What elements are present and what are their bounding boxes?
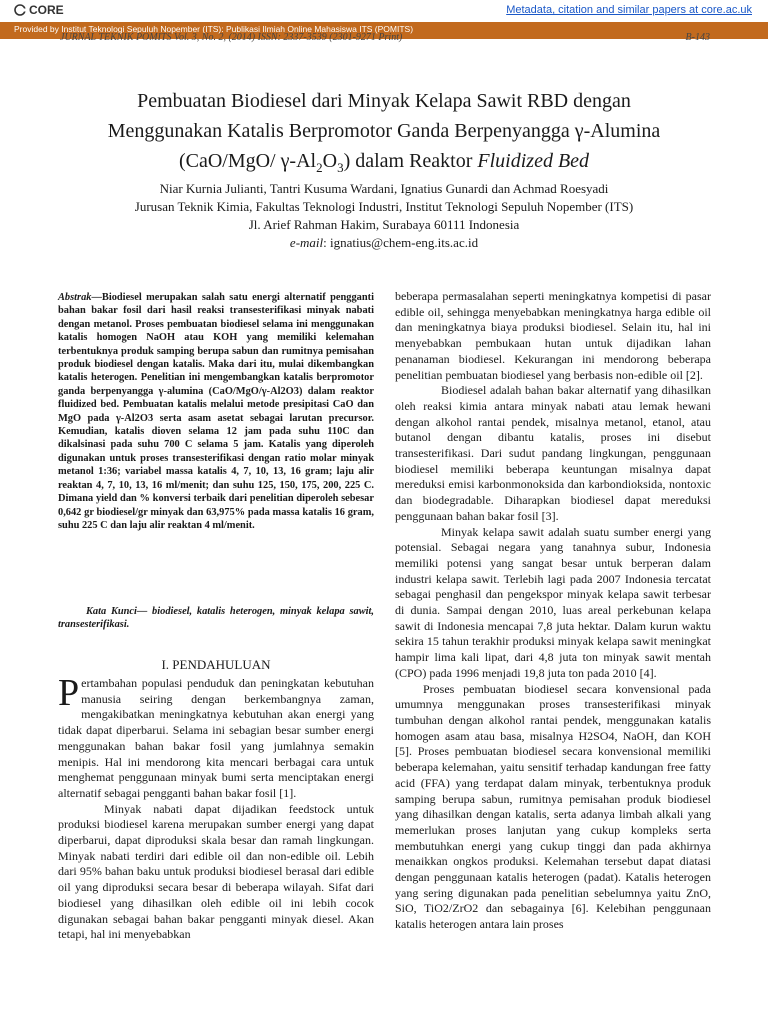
core-metadata-link[interactable]: Metadata, citation and similar papers at core.ac.uk: [506, 4, 752, 16]
title-line-1: Pembuatan Biodiesel dari Minyak Kelapa Sawit RBD dengan: [137, 90, 631, 112]
email: e-mail: ignatius@chem-eng.its.ac.id: [289, 235, 479, 250]
core-top-bar: [0, 0, 768, 23]
core-logo-icon: [14, 4, 26, 16]
right-paragraph-3: Minyak kelapa sawit adalah suatu sumber energi yang potensial. Sebagai negara yang tanahnya subur, Indonesia memiliki potensi yang sangat besar untuk berperan dalam industri kelapa sawit. Terlebih lagi pada 2007 Indonesia tercatat sebagai penghasil dan pengekspor minyak kelapa sawit terbesar di dunia. Sampai dengan 2010, luas areal perkebunan kelapa sawit di Indonesia mencapai 7,8 juta hektar. Dalam kurun waktu sekira 15 tahun terakhir produksi minyak kelapa sawit meningkat hampir lima kali lipat, dari 4,8 juta ton minyak sawit mentah (CPO) pada 1996 menjadi 19,8 juta ton pada 2010 [4].: [395, 524, 711, 680]
right-paragraph-2: Biodiesel adalah bahan bakar alternatif yang dihasilkan oleh reaksi kimia antara minyak nabati atau lemak hewani dengan alkohol rantai pendek, misalnya metanol, etanol, atau butanol dengan dibantu katalis, proses ini disebut transesterifikasi. Dari sudut pandang lingkungan, penggunaan biodiesel memiliki beberapa keuntungan misalnya dapat mereduksi emisi karbonmonoksida dan karbondioksida, nontoxic dan biodegradable. Diharapkan biodiesel dapat mereduksi penggunaan bahan bakar fosil [3].: [395, 383, 711, 523]
address: Jl. Arief Rahman Hakim, Surabaya 60111 Indonesia: [248, 217, 520, 232]
core-logo[interactable]: [14, 3, 64, 17]
title-line-3: (CaO/MgO/ $\gamma-Al_2O_3$) dalam Reaktor Fluidized Bed: [178, 150, 590, 175]
intro-paragraph-2: Minyak nabati dapat dijadikan feedstock untuk produksi biodiesel karena merupakan sumber energi yang dapat diperbarui, dapat diproduksi skala besar dan ramah lingkungan. Minyak nabati terdiri dari edible oil dan non-edible oil. Lebih dari 95% bahan baku untuk produksi biodiesel berasal dari edible oil yang diproduksi secara besar di beberapa wilayah. Sifat dari biodiesel yang dihasilkan oleh edible oil ini lebih cocok digunakan sebagai bahan bakar pengganti minyak diesel. Akan tetapi, hal ini menyebabkan: [58, 801, 374, 942]
core-logo-text: CORE: [29, 3, 64, 17]
right-paragraph-1: beberapa permasalahan seperti meningkatnya kompetisi di pasar edible oil, sehingga menyebabkan meningkatnya harga edible oil dan meningkatnya biaya produksi biodiesel. Selain itu, hal ini menyebabkan pembukaan hutan untuk dijadikan lahan penanaman biodiesel. Kekurangan ini mendorong beberapa penelitian pembuatan biodiesel yang berbasis non-edible oil [2].: [395, 289, 711, 382]
intro-paragraph-1: Pertambahan populasi penduduk dan peningkatan kebutuhan manusia seiring dengan berkembangnya zaman, mengakibatkan meningkatnya kebutuhan akan energi yang tidak dapat diperbarui. Selama ini sebagian besar sumber energi menggunakan bahan bakar fosil yang jumlahnya semakin menipis. Hal ini mendorong kita mencari berbagai cara untuk menghemat penggunaan minyak bumi serta menciptakan energi alternatif sebagai pengganti bahan bakar fosil [1].: [58, 672, 374, 800]
journal-header-left: JURNAL TEKNIK POMITS Vol. 3, No. 2, (2014) ISSN: 2337-3539 (2301-9271 Print): [60, 32, 403, 43]
keywords: Kata Kunci— biodiesel, katalis heterogen, minyak kelapa sawit, transesterifikasi.: [58, 606, 374, 631]
affiliation: Jurusan Teknik Kimia, Fakultas Teknologi Industri, Institut Teknologi Sepuluh Nopember (ITS): [134, 199, 634, 214]
right-paragraph-4: Proses pembuatan biodiesel secara konvensional pada umumnya menggunakan proses transesterifikasi minyak tumbuhan dengan alkohol rantai pendek, menggunakan katalis homogen asam atau basa, misalnya H2SO4, NaOH, dan KOH [5]. Proses pembuatan biodiesel secara konvensional memiliki beberapa kelemahan, yaitu sensitif terhadap kandungan free fatty acid (FFA) yang terdapat dalam minyak, terbentuknya produk samping berupa sabun, rumitnya pemisahan produk biodiesel yang dihasilkan dengan katalis, serta adanya limbah alkali yang memerlukan proses lanjutan yang cukup kompleks serta membutuhkan energi yang cukup tinggi dan pada akhirnya menaikkan ongkos produksi. Kelemahan tersebut dapat diatasi dengan penggunaan katalis heterogen (padat). Katalis heterogen yang sering digunakan pada penelitian sebelumnya yaitu ZnO, SiO, TiO2/ZrO2 dan sebagainya [6]. Kelebihan penggunaan katalis heterogen antara lain proses: [395, 681, 711, 932]
abstract-text: —Biodiesel merupakan salah satu energi alternatif pengganti bahan bakar fosil dari hasil reaksi transesterifikasi minyak nabati dengan metanol. Proses pembuatan biodiesel selama ini menggunakan katalis homogen NaOH atau KOH yang memiliki kelemahan terbentuknya produk samping berupa sabun dan rumitnya pemisahan produk biodiesel dengan katalis. Maka dari itu, mulai dikembangkan katalis heterogen. Penelitian ini mengembangkan katalis berpromotor ganda berpenyangga γ-alumina (CaO/MgO/γ-Al2O3) dalam reaktor fluidized bed. Pembuatan katalis melalui metode presipitasi CaO dan MgO pada γ-Al2O3 serta asam asetat sebagai larutan precursor. Kemudian, katalis dioven selama 12 jam pada suhu 110C dan dikalsinasi pada suhu 700 C selama 5 jam. Katalis yang diperoleh digunakan untuk proses transesterifikasi dengan ratio molar minyak metanol 1:36; variabel massa katalis 4, 7, 10, 13, 16 gram; laju alir reaktan 4, 7, 10, 13, 16 ml/menit; dan suhu 125, 150, 175, 200, 225 C. Dimana yield dan % konversi terbaik dari penelitian diperoleh sebesar 0,642 gr biodiesel/gr minyak dan 63,975% pada massa katalis 16 gram, suhu 225 C dan laju alir reaktan 4 ml/menit.: [58, 292, 374, 531]
abstract-label: Abstrak: [58, 292, 92, 303]
dropcap: P: [58, 672, 80, 714]
paper-title: [40, 86, 728, 183]
section-heading: I. PENDAHULUAN: [161, 657, 271, 672]
right-column: [395, 289, 711, 933]
journal-header: [60, 32, 710, 44]
intro-left-column: [58, 672, 374, 943]
title-line-2: Menggunakan Katalis Berpromotor Ganda Berpenyangga γ-Alumina: [107, 120, 661, 142]
author-names: Niar Kurnia Julianti, Tantri Kusuma Wardani, Ignatius Gunardi dan Achmad Roesyadi: [159, 181, 609, 196]
abstract: [58, 291, 374, 532]
author-block: [40, 180, 728, 252]
provider-text[interactable]: Provided by Institut Teknologi Sepuluh Nopember (ITS): Publikasi Ilmiah Online Mahasiswa ITS (POMITS): [14, 24, 414, 34]
journal-page-number: B-143: [685, 32, 710, 43]
